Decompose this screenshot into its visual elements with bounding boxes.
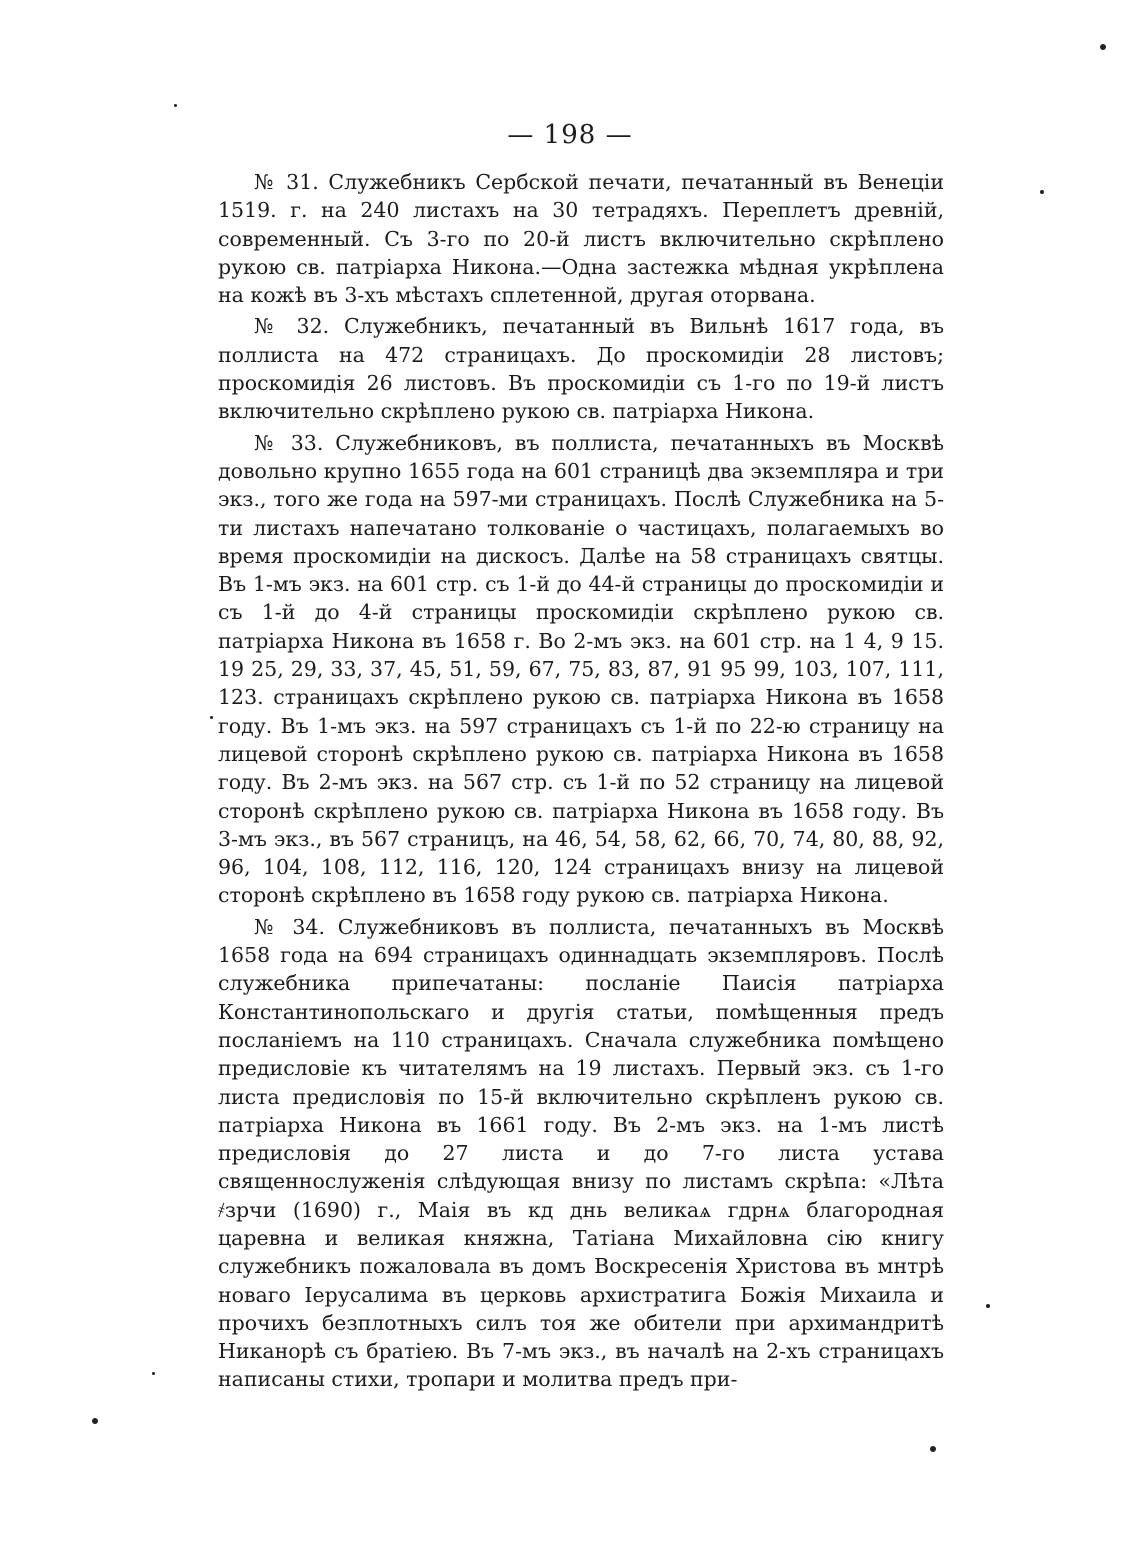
scan-speck xyxy=(986,1304,990,1308)
entry-31-paragraph: № 31. Служебникъ Сербской печати, печатанный въ Венеціи 1519. г. на 240 листахъ на 30 тетрадяхъ. Переплетъ древній, современный. Съ 3-го по 20-й листъ включительно скрѣплено рукою св. патріарха Никона.—Одна застежка мѣдная укрѣплена на кожѣ въ 3-хъ мѣстахъ сплетенной, другая оторвана. xyxy=(218,170,944,308)
scan-speck xyxy=(1100,44,1106,50)
entry-32-paragraph: № 32. Служебникъ, печатанный въ Вильнѣ 1617 года, въ поллиста на 472 страницахъ. До проскомидіи 28 листовъ; проскомидія 26 листовъ. Въ проскомидіи съ 1-го по 19-й листъ включительно скрѣплено рукою св. патріарха Никона. xyxy=(218,314,944,424)
scan-speck xyxy=(930,1446,936,1452)
scan-speck xyxy=(152,1372,155,1375)
entry-33-paragraph: № 33. Служебниковъ, въ поллиста, печатанныхъ въ Москвѣ довольно крупно 1655 года на 601 страницѣ два экземпляра и три экз., того же года на 597-ми страницахъ. Послѣ Служебника на 5-ти листахъ напечатано толкованіе о частицахъ, полагаемыхъ во время проскомидіи на дискосъ. Далѣе на 58 страницахъ святцы. Въ 1-мъ экз. на 601 стр. съ 1-й до 44-й страницы до проскомидіи и съ 1-й до 4-й страницы проскомидіи скрѣплено рукою св. патріарха Никона въ 1658 г. Во 2-мъ экз. на 601 стр. на 1 4, 9 15. 19 25, 29, 33, 37, 45, 51, 59, 67, 75, 83, 87, 91 95 99, 103, 107, 111, 123. страницахъ скрѣплено рукою св. патріарха Никона въ 1658 году. Въ 1-мъ экз. на 597 страницахъ съ 1-й по 22-ю страницу на лицевой сторонѣ скрѣплено рукою св. патріарха Никона въ 1658 году. Въ 2-мъ экз. на 567 стр. съ 1-й по 52 страницу на лицевой сторонѣ скрѣплено рукою св. патріарха Никона въ 1658 году. Въ 3-мъ экз., въ 567 страницъ, на 46, 54, 58, 62, 66, 70, 74, 80, 88, 92, 96, 104, 108, 112, 116, 120, 124 страницахъ внизу на лицевой сторонѣ скрѣплено въ 1658 году рукою св. патріарха Никона. xyxy=(218,430,944,908)
scan-speck xyxy=(1040,190,1044,194)
entry-34-paragraph: № 34. Служебниковъ въ поллиста, печатанныхъ въ Москвѣ 1658 года на 694 страницахъ одиннадцать экземпляровъ. Послѣ служебника припечатаны: посланіе Паисія патріарха Константинопольскаго и другія статьи, помѣщенныя предъ посланіемъ на 110 страницахъ. Сначала служебника помѣщено предисловіе къ читателямъ на 19 листахъ. Первый экз. съ 1-го листа предисловія по 15-й включительно скрѣпленъ рукою св. патріарха Никона въ 1661 году. Въ 2-мъ экз. на 1-мъ листѣ предисловія до 27 листа и до 7-го листа устава священнослуженія слѣдующая внизу по листамъ скрѣпа: «Лѣта ҂зрчи (1690) г., Маія въ кд днь великаѧ гдрнѧ благородная царевна и великая княжна, Татіана Михайловна сію книгу служебникъ пожаловала въ домъ Воскресенія Христова въ мнтрѣ новаго Іерусалима въ церковь архистратига Божія Михаила и прочихъ безплотныхъ силъ тоя же обители при архимандритѣ Никанорѣ съ братіею. Въ 7-мъ экз., въ началѣ на 2-хъ страницахъ написаны стихи, тропари и молитва предъ при- xyxy=(218,914,944,1392)
scan-speck xyxy=(210,716,213,719)
scan-speck xyxy=(92,1418,98,1424)
scan-speck xyxy=(174,104,177,107)
page-number: — 198 — xyxy=(507,120,633,150)
document-body xyxy=(218,168,944,1397)
